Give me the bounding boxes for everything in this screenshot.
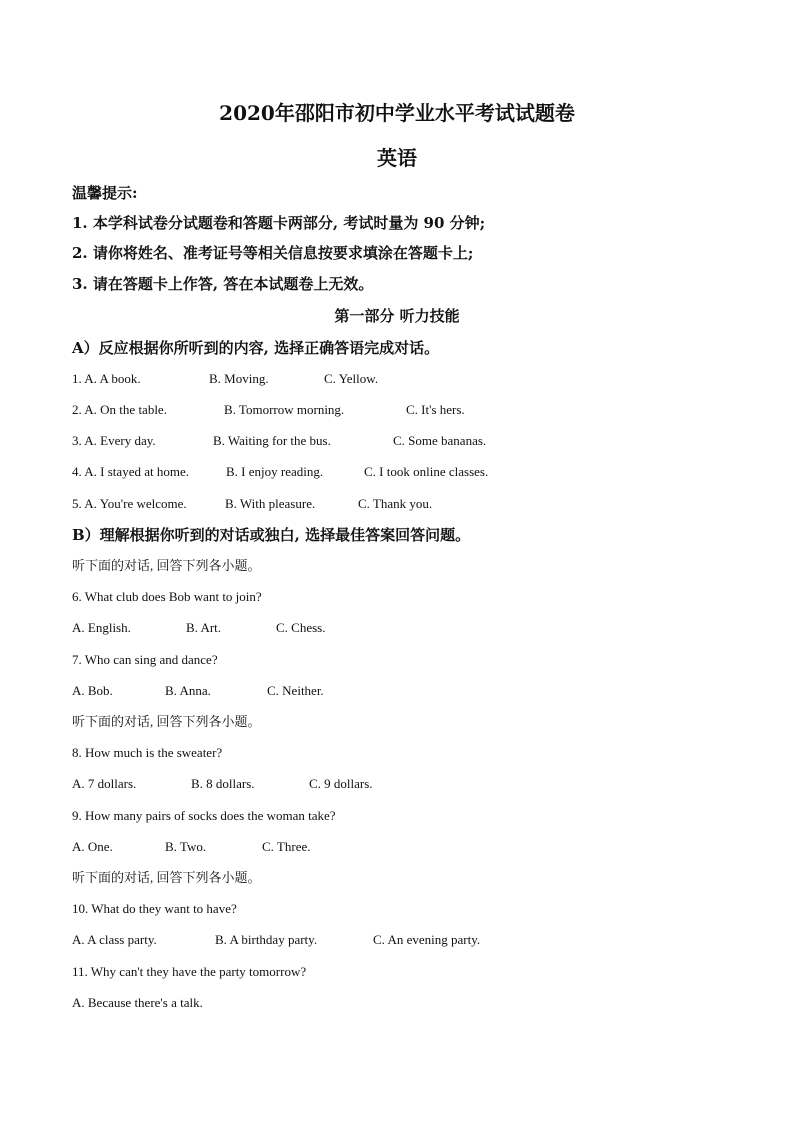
- option-b: B. I enjoy reading.: [226, 464, 324, 479]
- question-6-stem: 6. What club does Bob want to join?: [72, 589, 262, 604]
- option-a: A. Bob.: [72, 683, 113, 698]
- option-b: B. Anna.: [165, 683, 211, 698]
- option-c: C. An evening party.: [373, 932, 481, 947]
- option-a: 1. A. A book.: [72, 371, 141, 386]
- question-5: [72, 495, 432, 513]
- option-a: 5. A. You're welcome.: [72, 496, 187, 511]
- question-6-options: [72, 619, 325, 637]
- option-b: B. Art.: [186, 620, 222, 635]
- option-b: B. 8 dollars.: [191, 776, 255, 791]
- listening-instruction-3: 听下面的对话, 回答下列各小题。: [72, 870, 261, 885]
- question-8-stem: 8. How much is the sweater?: [72, 745, 223, 760]
- option-c: C. Chess.: [276, 620, 326, 635]
- option-a: 4. A. I stayed at home.: [72, 464, 189, 479]
- question-7-stem: 7. Who can sing and dance?: [72, 652, 218, 667]
- subject-title: 英语: [377, 146, 417, 170]
- option-a: A. 7 dollars.: [72, 776, 137, 791]
- option-c: C. It's hers.: [406, 402, 465, 417]
- question-7-options: [72, 682, 324, 700]
- tip-item-1: 1. 本学科试卷分试题卷和答题卡两部分, 考试时量为 90 分钟;: [72, 214, 486, 232]
- question-11-option-a: A. Because there's a talk.: [72, 995, 203, 1010]
- option-c: C. Three.: [262, 839, 311, 854]
- option-a: A. English.: [72, 620, 131, 635]
- tip-item-2: 2. 请你将姓名、准考证号等相关信息按要求填涂在答题卡上;: [72, 244, 474, 262]
- tip-item-3: 3. 请在答题卡上作答, 答在本试题卷上无效。: [72, 275, 374, 293]
- question-1: [72, 370, 378, 388]
- listening-instruction-2: 听下面的对话, 回答下列各小题。: [72, 714, 261, 729]
- section-a-heading: A）反应根据你所听到的内容, 选择正确答语完成对话。: [72, 339, 440, 357]
- option-b: B. Moving.: [209, 371, 269, 386]
- exam-title: 2020年邵阳市初中学业水平考试试题卷: [219, 101, 575, 125]
- question-4: [72, 463, 488, 481]
- option-c: C. 9 dollars.: [309, 776, 373, 791]
- option-a: 3. A. Every day.: [72, 433, 156, 448]
- option-c: C. Neither.: [267, 683, 324, 698]
- question-9-options: [72, 838, 311, 856]
- question-11-stem: 11. Why can't they have the party tomorrow?: [72, 964, 307, 979]
- question-3: [72, 432, 486, 450]
- option-b: B. With pleasure.: [225, 496, 316, 511]
- question-9-stem: 9. How many pairs of socks does the woman take?: [72, 808, 336, 823]
- option-b: B. Waiting for the bus.: [213, 433, 331, 448]
- option-c: C. I took online classes.: [364, 464, 489, 479]
- option-b: B. Tomorrow morning.: [224, 402, 345, 417]
- option-a: A. One.: [72, 839, 113, 854]
- question-8-options: [72, 775, 373, 793]
- tips-heading: 温馨提示:: [72, 184, 138, 202]
- section-b-heading: B）理解根据你听到的对话或独白, 选择最佳答案回答问题。: [72, 526, 471, 544]
- option-c: C. Some bananas.: [393, 433, 487, 448]
- part1-title: 第一部分 听力技能: [334, 307, 460, 325]
- option-c: C. Yellow.: [324, 371, 379, 386]
- question-10-options: [72, 931, 480, 949]
- question-10-stem: 10. What do they want to have?: [72, 901, 237, 916]
- option-a: A. A class party.: [72, 932, 157, 947]
- question-2: [72, 401, 465, 419]
- option-c: C. Thank you.: [358, 496, 433, 511]
- listening-instruction-1: 听下面的对话, 回答下列各小题。: [72, 558, 261, 573]
- option-b: B. Two.: [165, 839, 207, 854]
- option-a: 2. A. On the table.: [72, 402, 167, 417]
- option-b: B. A birthday party.: [215, 932, 318, 947]
